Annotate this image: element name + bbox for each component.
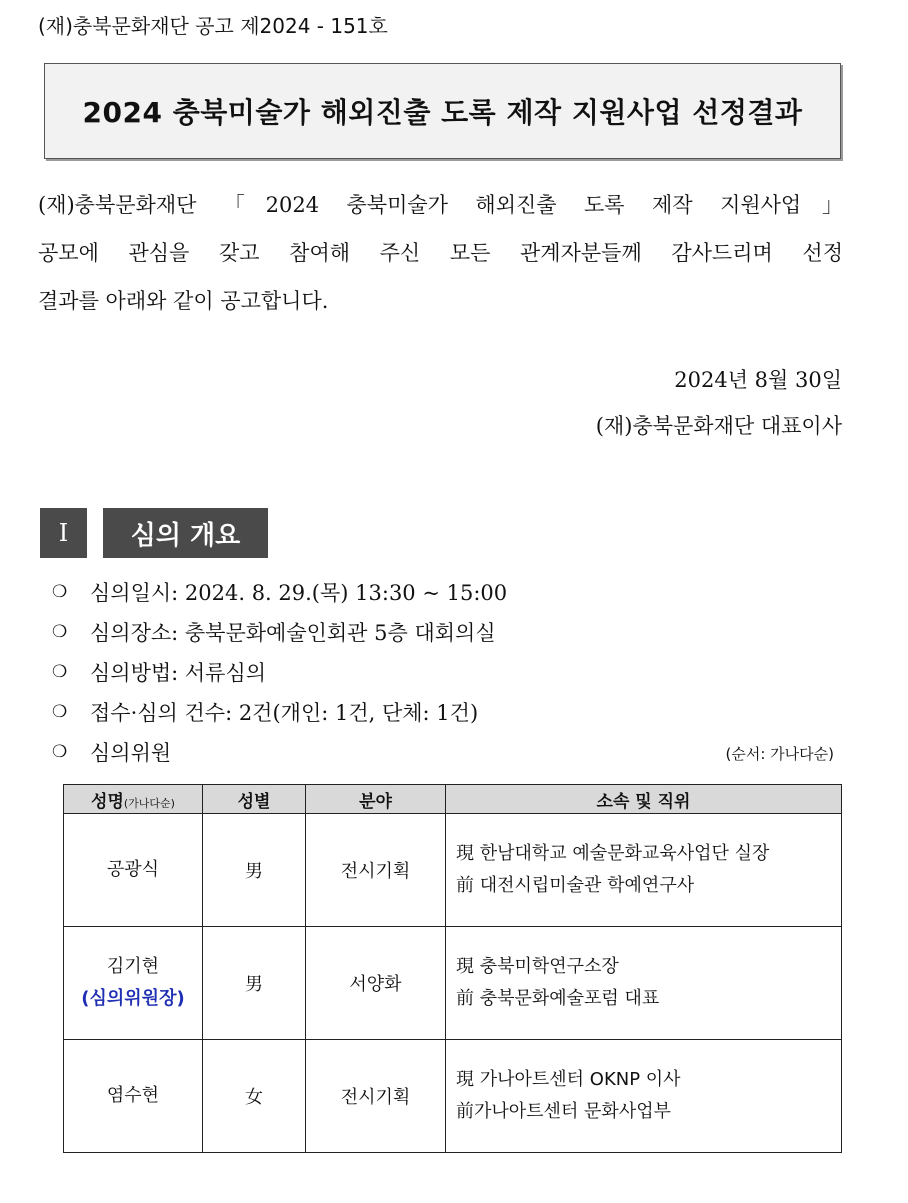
former-position: 前 충북문화예술포럼 대표 xyxy=(456,988,660,1009)
member-gender: 男 xyxy=(203,814,306,927)
header-affiliation: 소속 및 직위 xyxy=(446,785,842,814)
member-name: 공광식 xyxy=(106,859,160,880)
member-name: 염수현 xyxy=(106,1085,160,1106)
order-note: (순서: 가나다순) xyxy=(725,745,834,763)
circle-bullet-icon: ❍ xyxy=(52,622,68,642)
notice-number: (재)충북문화재단 공고 제2024 - 151호 xyxy=(38,14,388,38)
member-name-cell xyxy=(64,814,203,927)
circle-bullet-icon: ❍ xyxy=(52,582,68,602)
section-title: 심의 개요 xyxy=(103,508,268,558)
member-affiliation xyxy=(446,927,842,1040)
intro-paragraph xyxy=(38,181,843,325)
intro-line-1: (재)충북문화재단 「2024 충북미술가 해외진출 도록 제작 지원사업」 xyxy=(38,193,843,217)
issuer-signature: (재)충북문화재단 대표이사 xyxy=(595,414,842,438)
member-field: 전시기획 xyxy=(306,814,446,927)
member-name-cell xyxy=(64,1040,203,1153)
intro-line-2: 공모에 관심을 갖고 참여해 주신 모든 관계자분들께 감사드리며 선정 xyxy=(38,241,843,265)
member-gender: 女 xyxy=(203,1040,306,1153)
table-row xyxy=(64,814,842,927)
circle-bullet-icon: ❍ xyxy=(52,702,68,722)
review-location: 심의장소: 충북문화예술인회관 5층 대회의실 xyxy=(90,621,496,645)
circle-bullet-icon: ❍ xyxy=(52,742,68,762)
review-count: 접수·심의 건수: 2건(개인: 1건, 단체: 1건) xyxy=(90,701,479,725)
former-position: 前가나아트센터 문화사업부 xyxy=(456,1101,671,1122)
member-name: 김기현 xyxy=(106,956,160,977)
current-position: 現 가나아트센터 OKNP 이사 xyxy=(456,1069,681,1090)
list-item xyxy=(52,612,507,652)
member-name-cell xyxy=(64,927,203,1040)
header-field: 분야 xyxy=(306,785,446,814)
section-number-badge: Ⅰ xyxy=(40,508,87,558)
title-box xyxy=(44,63,841,159)
table-header-row xyxy=(64,785,842,814)
member-field: 서양화 xyxy=(306,927,446,1040)
review-committee-label: 심의위원 xyxy=(90,741,172,765)
review-method: 심의방법: 서류심의 xyxy=(90,661,267,685)
member-affiliation xyxy=(446,814,842,927)
table-row xyxy=(64,1040,842,1153)
member-affiliation xyxy=(446,1040,842,1153)
former-position: 前 대전시립미술관 학예연구사 xyxy=(456,875,695,896)
overview-list xyxy=(52,572,507,772)
list-item xyxy=(52,572,507,612)
header-name: 성명(가나다순) xyxy=(64,785,203,814)
circle-bullet-icon: ❍ xyxy=(52,662,68,682)
list-item xyxy=(52,732,507,772)
member-field: 전시기획 xyxy=(306,1040,446,1153)
chair-role-label: (심의위원장) xyxy=(81,988,185,1009)
member-gender: 男 xyxy=(203,927,306,1040)
page-title: 2024 충북미술가 해외진출 도록 제작 지원사업 선정결과 xyxy=(82,96,803,129)
current-position: 現 한남대학교 예술문화교육사업단 실장 xyxy=(456,843,770,864)
header-name-note: (가나다순) xyxy=(123,796,175,810)
list-item xyxy=(52,652,507,692)
list-item xyxy=(52,692,507,732)
header-gender: 성별 xyxy=(203,785,306,814)
announcement-date: 2024년 8월 30일 xyxy=(674,368,842,392)
intro-line-3: 결과를 아래와 같이 공고합니다. xyxy=(38,289,329,313)
review-datetime: 심의일시: 2024. 8. 29.(목) 13:30 ~ 15:00 xyxy=(90,581,508,605)
committee-table xyxy=(63,784,842,1153)
current-position: 現 충북미학연구소장 xyxy=(456,956,619,977)
table-row xyxy=(64,927,842,1040)
